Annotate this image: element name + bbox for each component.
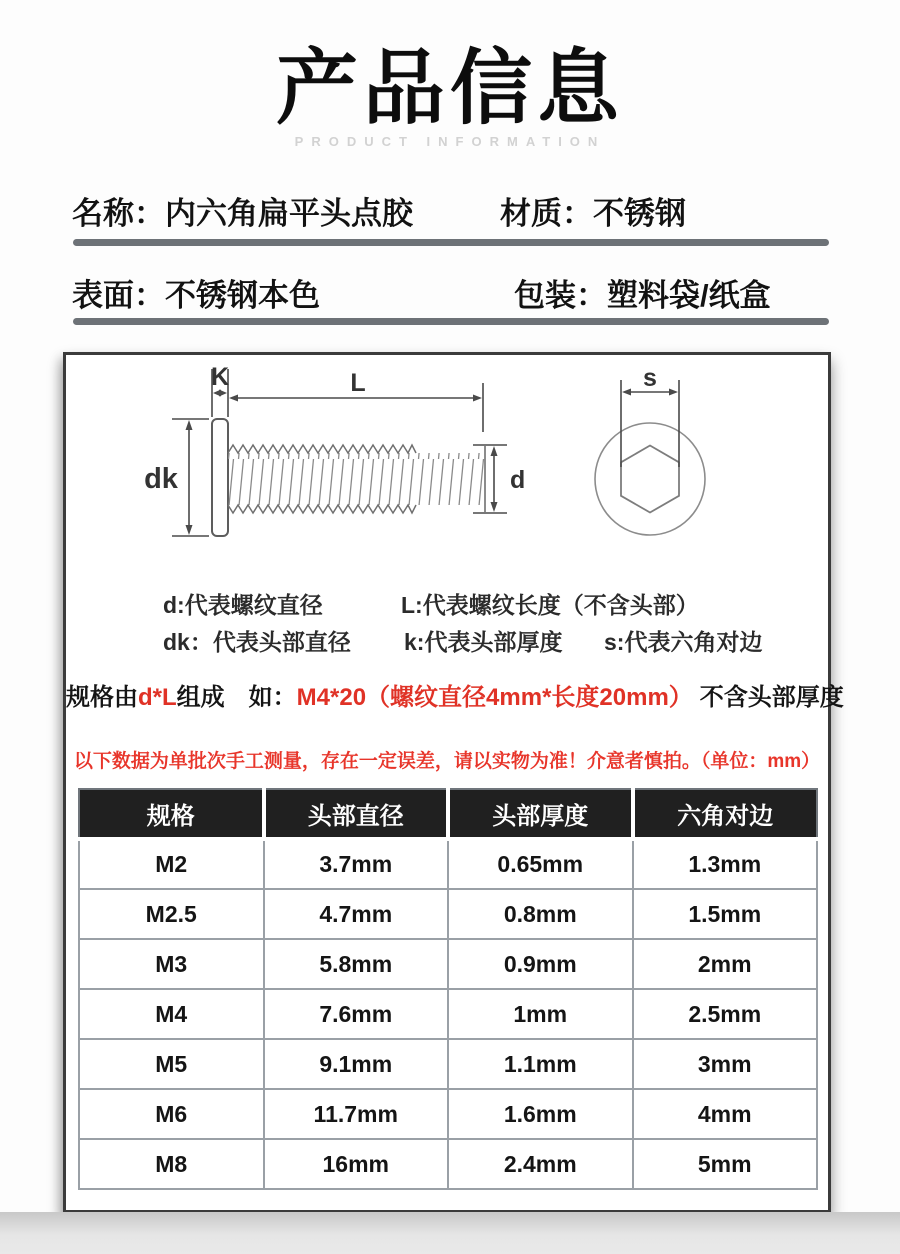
measurement-warning: 以下数据为单批次手工测量，存在一定误差，请以实物为准！介意者慎拍。（单位：mm）	[73, 751, 821, 772]
screw-head-top-view	[595, 423, 705, 535]
table-cell: 4mm	[633, 1089, 818, 1139]
dim-label-d: d	[510, 466, 526, 494]
col-header-spec: 规格	[79, 789, 264, 839]
dim-label-l: L	[350, 369, 366, 397]
screw-head-side	[212, 419, 228, 536]
table-cell: 2.4mm	[448, 1139, 633, 1189]
screw-thread	[228, 445, 486, 513]
table-cell: 3mm	[633, 1039, 818, 1089]
bottom-background-strip	[0, 1212, 900, 1254]
table-cell: 2mm	[633, 939, 818, 989]
col-header-head-thickness: 头部厚度	[448, 789, 633, 839]
table-cell: 5.8mm	[264, 939, 449, 989]
table-cell: 0.8mm	[448, 889, 633, 939]
info-name-label: 名称：	[72, 196, 165, 231]
spec-note-part3: 组成 如：	[176, 684, 297, 711]
spec-naming-note	[66, 677, 844, 712]
spec-note-red2: M4*20（螺纹直径4mm*长度20mm）	[296, 684, 693, 711]
table-row	[79, 1139, 817, 1189]
table-cell: M6	[79, 1089, 264, 1139]
table-cell: M5	[79, 1039, 264, 1089]
table-header-row	[79, 789, 817, 839]
info-packaging-label: 包装：	[514, 278, 607, 313]
table-cell: 1.3mm	[633, 839, 818, 889]
table-row	[79, 839, 817, 889]
table-cell: M4	[79, 989, 264, 1039]
info-name	[72, 188, 413, 233]
table-cell: 11.7mm	[264, 1089, 449, 1139]
legend-l: L:代表螺纹长度（不含头部）	[401, 592, 699, 618]
spec-note-red1: d*L	[138, 684, 177, 711]
info-material-label: 材质：	[500, 196, 593, 231]
legend-dk: dk：代表头部直径	[163, 629, 351, 655]
hex-socket	[621, 446, 679, 513]
dim-label-dk: dk	[144, 463, 178, 495]
table-row	[79, 989, 817, 1039]
info-packaging-value: 塑料袋/纸盒	[607, 278, 771, 313]
info-surface	[72, 270, 320, 315]
table-cell: 0.65mm	[448, 839, 633, 889]
table-cell: 1.1mm	[448, 1039, 633, 1089]
screw-diagram	[66, 355, 828, 585]
spec-card	[63, 352, 844, 1213]
spec-note-part5: 不含头部厚度	[699, 684, 844, 711]
spec-table	[78, 788, 818, 1190]
info-surface-value: 不锈钢本色	[165, 278, 320, 313]
table-cell: 0.9mm	[448, 939, 633, 989]
table-row	[79, 939, 817, 989]
divider-line	[73, 318, 829, 325]
table-cell: 5mm	[633, 1139, 818, 1189]
spec-note-part1: 规格由	[66, 684, 138, 711]
page-title: 产品信息	[275, 43, 624, 134]
table-cell: 16mm	[264, 1139, 449, 1189]
table-cell: 1.6mm	[448, 1089, 633, 1139]
table-cell: M2	[79, 839, 264, 889]
table-cell: M3	[79, 939, 264, 989]
legend-s: s:代表六角对边	[604, 629, 763, 655]
table-row	[79, 889, 817, 939]
table-cell: M2.5	[79, 889, 264, 939]
divider-line	[73, 239, 829, 246]
info-surface-label: 表面：	[72, 278, 165, 313]
table-row	[79, 1039, 817, 1089]
col-header-hex-width: 六角对边	[633, 789, 818, 839]
table-cell: 4.7mm	[264, 889, 449, 939]
table-cell: 9.1mm	[264, 1039, 449, 1089]
dim-label-s: s	[643, 364, 657, 392]
table-cell: 1mm	[448, 989, 633, 1039]
col-header-head-diameter: 头部直径	[264, 789, 449, 839]
info-material-value: 不锈钢	[593, 196, 686, 231]
table-row	[79, 1089, 817, 1139]
info-name-value: 内六角扁平头点胶	[165, 196, 413, 231]
legend-k: k:代表头部厚度	[404, 629, 563, 655]
table-cell: M8	[79, 1139, 264, 1189]
info-packaging	[514, 270, 771, 315]
table-cell: 2.5mm	[633, 989, 818, 1039]
legend-d: d:代表螺纹直径	[163, 592, 323, 618]
page-subtitle: PRODUCT INFORMATION	[294, 134, 606, 149]
table-cell: 3.7mm	[264, 839, 449, 889]
dim-label-k: K	[210, 363, 230, 391]
table-cell: 1.5mm	[633, 889, 818, 939]
table-cell: 7.6mm	[264, 989, 449, 1039]
info-material	[500, 188, 686, 233]
